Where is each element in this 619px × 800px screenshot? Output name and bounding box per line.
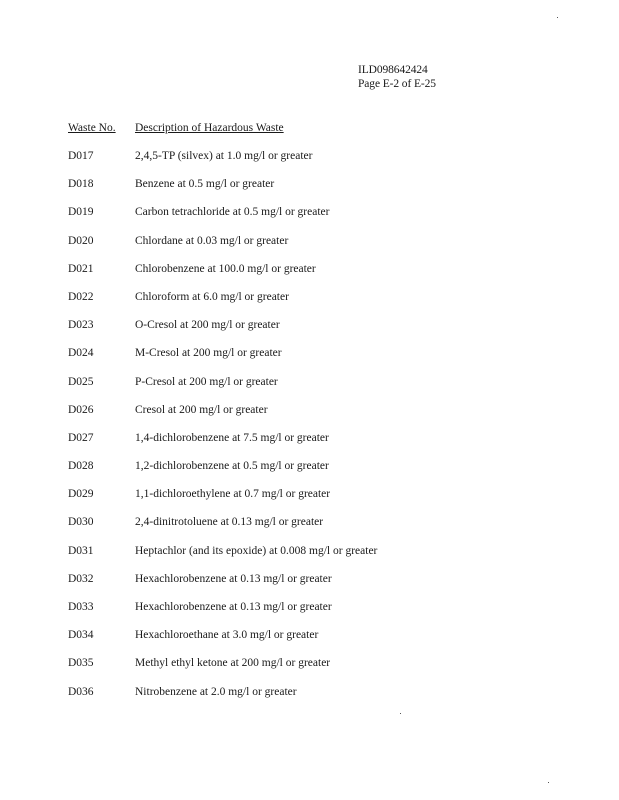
column-header-description: Description of Hazardous Waste (135, 122, 284, 134)
table-row (0, 150, 619, 178)
table-row (0, 516, 619, 544)
waste-description: 1,1-dichloroethylene at 0.7 mg/l or greater (135, 488, 331, 501)
scan-speck (400, 713, 401, 714)
waste-description: 2,4-dinitrotoluene at 0.13 mg/l or greater (135, 516, 324, 529)
waste-code: D023 (68, 319, 94, 332)
page-number: Page E-2 of E-25 (358, 78, 436, 90)
waste-description: Chlordane at 0.03 mg/l or greater (135, 234, 289, 247)
waste-code: D018 (68, 178, 94, 191)
waste-code: D034 (68, 629, 94, 642)
table-row (0, 319, 619, 347)
waste-code: D024 (68, 347, 94, 360)
waste-code: D026 (68, 403, 94, 416)
waste-description: Nitrobenzene at 2.0 mg/l or greater (135, 685, 297, 698)
waste-description: Carbon tetrachloride at 0.5 mg/l or greater (135, 206, 330, 219)
table-row (0, 206, 619, 234)
waste-description: 2,4,5-TP (silvex) at 1.0 mg/l or greater (135, 150, 313, 162)
table-row (0, 263, 619, 291)
waste-description: Hexachlorobenzene at 0.13 mg/l or greater (135, 572, 332, 585)
waste-description: Hexachlorobenzene at 0.13 mg/l or greater (135, 601, 332, 613)
waste-description: Methyl ethyl ketone at 200 mg/l or greater (135, 657, 331, 670)
table-row (0, 657, 619, 685)
waste-code: D020 (68, 234, 94, 247)
waste-code: D027 (68, 431, 94, 444)
table-row (0, 601, 619, 629)
waste-description: Chlorobenzene at 100.0 mg/l or greater (135, 262, 316, 275)
waste-code: D029 (68, 488, 94, 501)
table-row (0, 686, 619, 714)
table-row (0, 404, 619, 432)
document-id: ILD098642424 (358, 64, 428, 76)
waste-code: D025 (68, 375, 94, 388)
waste-code: D028 (68, 460, 94, 473)
waste-code: D035 (68, 657, 94, 670)
waste-code: D032 (68, 572, 94, 585)
waste-description: O-Cresol at 200 mg/l or greater (135, 319, 280, 332)
column-header-waste-no: Waste No. (68, 122, 116, 134)
waste-code: D019 (68, 206, 94, 219)
waste-description: Hexachloroethane at 3.0 mg/l or greater (135, 629, 319, 642)
table-row (0, 629, 619, 657)
waste-description: Benzene at 0.5 mg/l or greater (135, 178, 275, 191)
waste-code: D036 (68, 685, 94, 698)
waste-code: D021 (68, 262, 94, 275)
table-row (0, 545, 619, 573)
table-row (0, 235, 619, 263)
table-row (0, 178, 619, 206)
table-row (0, 573, 619, 601)
scan-speck (548, 782, 549, 783)
table-row (0, 488, 619, 516)
table-row (0, 460, 619, 488)
table-row (0, 376, 619, 404)
waste-code: D022 (68, 290, 94, 303)
waste-description: M-Cresol at 200 mg/l or greater (135, 347, 282, 360)
waste-description: 1,4-dichlorobenzene at 7.5 mg/l or greater (135, 431, 329, 444)
waste-table (0, 150, 619, 714)
waste-code: D031 (68, 544, 94, 557)
waste-description: Cresol at 200 mg/l or greater (135, 403, 268, 416)
table-row (0, 347, 619, 375)
table-row (0, 291, 619, 319)
waste-description: Heptachlor (and its epoxide) at 0.008 mg/l or greater (135, 544, 378, 557)
waste-code: D017 (68, 150, 94, 162)
waste-code: D033 (68, 601, 94, 613)
scan-speck (557, 17, 558, 18)
waste-code: D030 (68, 516, 94, 529)
page-header (358, 63, 436, 91)
table-row (0, 432, 619, 460)
waste-description: Chloroform at 6.0 mg/l or greater (135, 290, 289, 303)
waste-description: 1,2-dichlorobenzene at 0.5 mg/l or greater (135, 460, 329, 473)
waste-description: P-Cresol at 200 mg/l or greater (135, 375, 278, 388)
